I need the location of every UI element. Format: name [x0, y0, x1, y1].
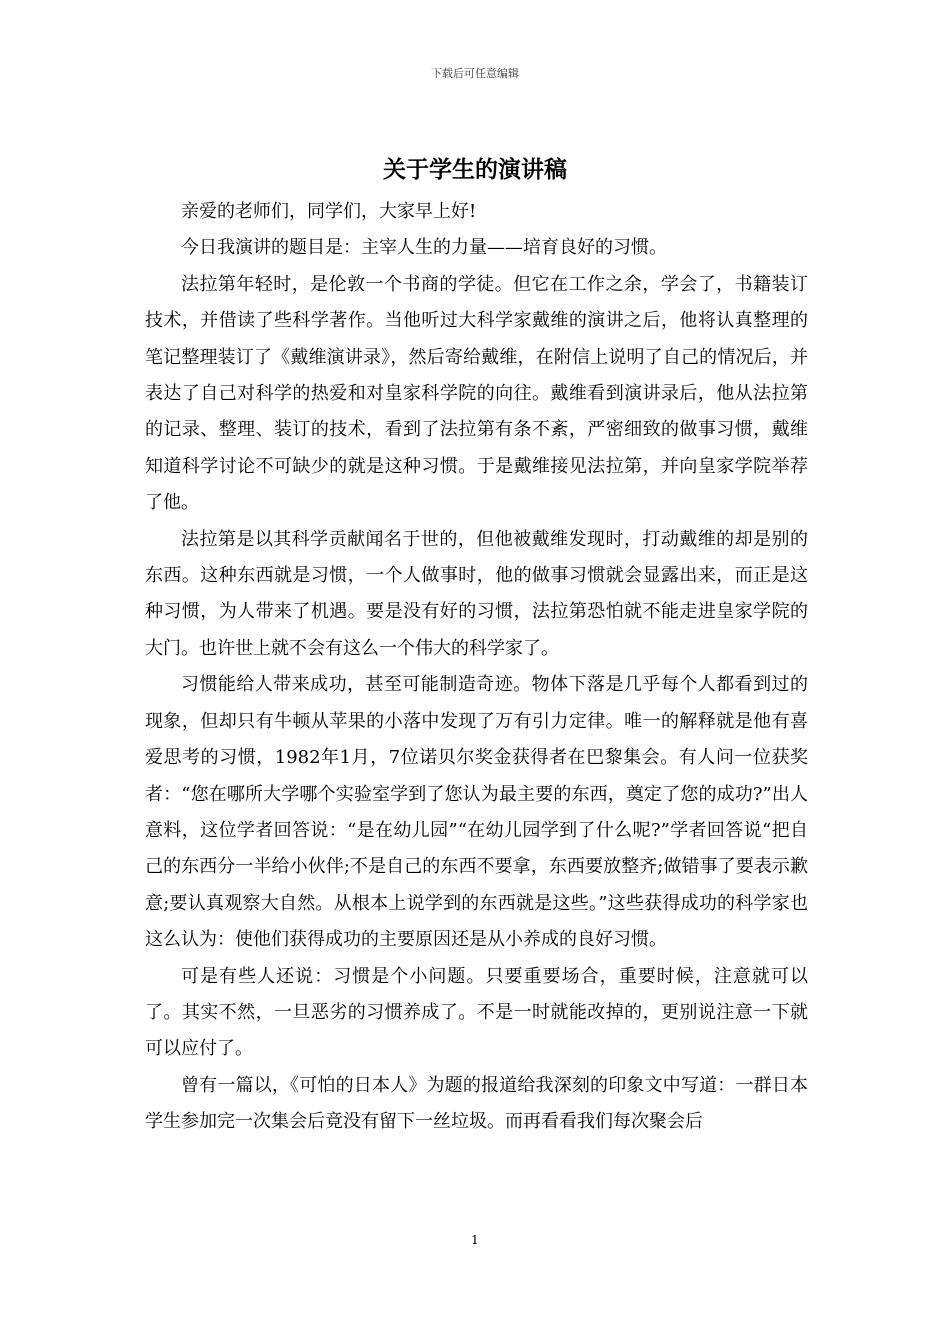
paragraph-faraday-apprentice: 法拉第年轻时，是伦敦一个书商的学徒。但它在工作之余，学会了，书籍装订技术，并借读了些科学著作。当他听过大科学家戴维的演讲之后，他将认真整理的笔记整理装订了《戴维演讲录》，然后寄给戴维，在附信上说明了自己的情况后，并表达了自己对科学的热爱和对皇家科学院的向往。戴维看到演讲录后，他从法拉第的记录、整理、装订的技术，看到了法拉第有条不紊，严密细致的做事习惯，戴维知道科学讨论不可缺少的就是这种习惯。于是戴维接见法拉第，并向皇家学院举荐了他。 [145, 273, 808, 514]
paragraph-japanese-students: 曾有一篇以，《可怕的日本人》为题的报道给我深刻的印象文中写道：一群日本学生参加完一次集会后竟没有留下一丝垃圾。而再看看我们每次聚会后 [145, 1074, 808, 1133]
document-title: 关于学生的演讲稿 [383, 157, 567, 183]
page-header-note: 下载后可任意编辑 [431, 67, 519, 80]
page-number: 1 [471, 1233, 479, 1247]
paragraph-topic: 今日我演讲的题目是：主宰人生的力量——培育良好的习惯。 [181, 237, 667, 259]
paragraph-habit-success: 习惯能给人带来成功，甚至可能制造奇迹。物体下落是几乎每个人都看到过的现象，但却只有牛顿从苹果的小落中发现了万有引力定律。唯一的解释就是他有喜爱思考的习惯，1982年1月，7位诺贝尔奖金获得者在巴黎集会。有人问一位获奖者：“您在哪所大学哪个实验室学到了您认为最主要的东西，奠定了您的成功?”出人意料，这位学者回答说：“是在幼儿园”“在幼儿园学到了什么呢?”学者回答说“把自己的东西分一半给小伙伴;不是自己的东西不要拿，东西要放整齐;做错事了要表示歉意;要认真观察大自然。从根本上说学到的东西就是这些。”这些获得成功的科学家也这么认为：使他们获得成功的主要原因还是从小养成的良好习惯。 [145, 674, 808, 951]
paragraph-faraday-habit: 法拉第是以其科学贡献闻名于世的，但他被戴维发现时，打动戴维的却是别的东西。这种东西就是习惯，一个人做事时，他的做事习惯就会显露出来，而正是这种习惯，为人带来了机遇。要是没有好的习惯，法拉第恐怕就不能走进皇家学院的大门。也许世上就不会有这么一个伟大的科学家了。 [145, 528, 808, 659]
paragraph-small-problem: 可是有些人还说：习惯是个小问题。只要重要场合，重要时候，注意就可以了。其实不然，一旦恶劣的习惯养成了。不是一时就能改掉的，更别说注意一下就可以应付了。 [145, 965, 808, 1060]
paragraph-greeting: 亲爱的老师们，同学们，大家早上好! [181, 201, 477, 222]
document-body [145, 194, 808, 1141]
